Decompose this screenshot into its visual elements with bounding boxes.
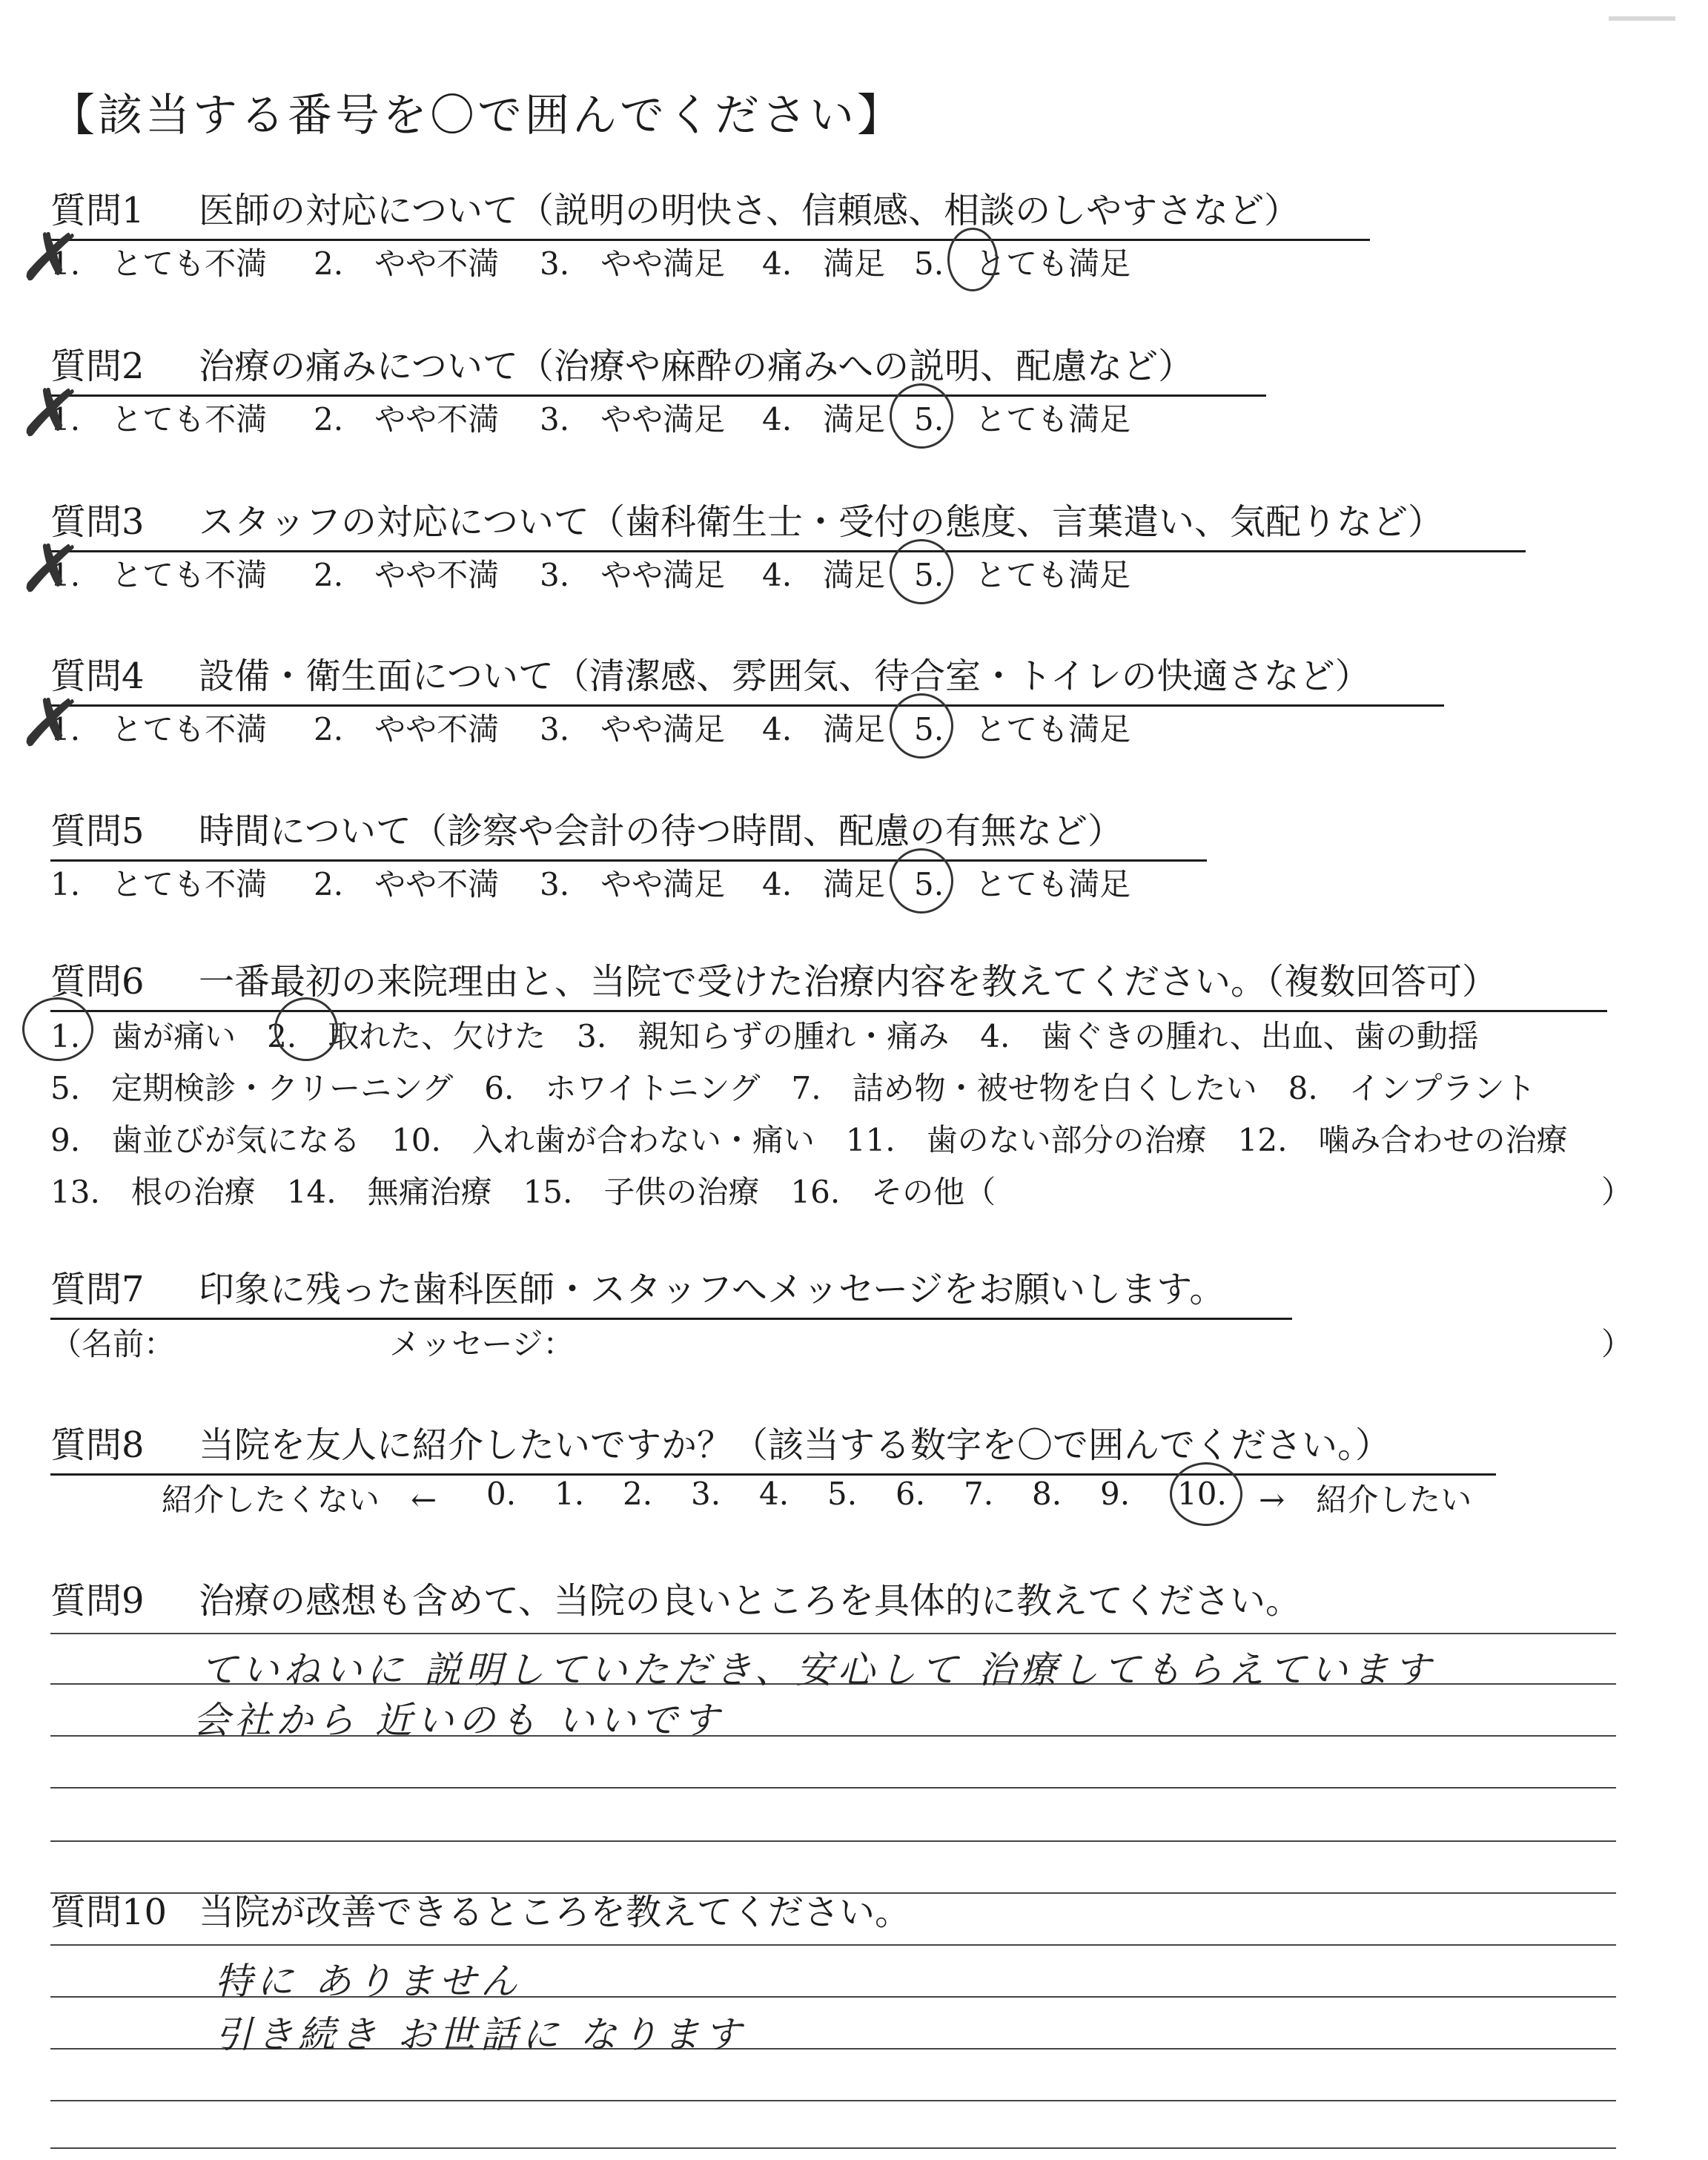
circle-mark — [890, 693, 953, 759]
question-text: 一番最初の来院理由と、当院で受けた治療内容を教えてください。（複数回答可） — [199, 961, 1498, 1003]
question-text: スタッフの対応について（歯科衛生士・受付の態度、言葉遣い、気配りなど） — [199, 501, 1444, 543]
option-5[interactable]: 5. とても満足 — [914, 245, 1131, 282]
question-text: 印象に残った歯科医師・スタッフへメッセージをお願いします。 — [199, 1269, 1225, 1310]
option-4[interactable]: 4. 満足 — [762, 245, 886, 282]
question-1-title — [50, 182, 1370, 241]
option-3[interactable]: 3. やや満足 — [540, 557, 726, 593]
question-number: 質問2 — [50, 346, 145, 387]
option-2[interactable]: 2. やや不満 — [314, 866, 500, 902]
handwritten-answer-line-2: 会社から 近いのも いいです — [193, 1699, 724, 1742]
answer-line — [50, 1944, 1616, 1946]
circle-mark — [1170, 1462, 1242, 1526]
option-2[interactable]: 2. やや不満 — [314, 401, 500, 437]
scale-2[interactable]: 2. — [623, 1476, 653, 1512]
question-2-title — [50, 337, 1266, 397]
answer-line — [50, 1633, 1616, 1634]
question-number: 質問8 — [50, 1424, 145, 1466]
option-2[interactable]: 2. やや不満 — [314, 557, 500, 593]
cross-mark-icon: ✗ — [15, 212, 86, 304]
answer-line — [50, 2147, 1616, 2149]
cross-mark-icon: ✗ — [15, 678, 86, 770]
scale-9[interactable]: 9. — [1100, 1476, 1131, 1512]
question-text: 治療の痛みについて（治療や麻酔の痛みへの説明、配慮など） — [199, 346, 1194, 387]
option-4[interactable]: 4. 満足 — [762, 866, 886, 902]
question-number: 質問10 — [50, 1892, 168, 1933]
scale-3[interactable]: 3. — [691, 1476, 721, 1512]
question-number: 質問6 — [50, 961, 145, 1003]
handwritten-answer-line-2: 引き続き お世話に なります — [215, 2013, 746, 2056]
handwritten-answer-line-1: 特に ありません — [215, 1960, 522, 2003]
question-text: 設備・衛生面について（清潔感、雰囲気、待合室・トイレの快適さなど） — [199, 655, 1371, 697]
question-text: 当院が改善できるところを教えてください。 — [199, 1892, 911, 1933]
question-5-title — [50, 802, 1207, 862]
option-5[interactable]: 5. とても満足 — [914, 866, 1131, 902]
scale-7[interactable]: 7. — [964, 1476, 994, 1512]
option-4[interactable]: 4. 満足 — [762, 711, 886, 747]
name-label: （名前： — [50, 1326, 176, 1362]
scale-4[interactable]: 4. — [759, 1476, 790, 1512]
answer-line — [50, 2100, 1616, 2101]
question-number: 質問5 — [50, 810, 145, 852]
option-4[interactable]: 4. 満足 — [762, 557, 886, 593]
circle-mark — [22, 997, 93, 1061]
q6-options-row-2[interactable]: 5. 定期検診・クリーニング 6. ホワイトニング 7. 詰め物・被せ物を白くしたい 8. インプラント — [50, 1070, 1536, 1106]
question-text: 当院を友人に紹介したいですか？（該当する数字を〇で囲んでください。） — [199, 1424, 1391, 1466]
circle-mark — [890, 539, 953, 604]
cross-mark-icon: ✗ — [15, 524, 86, 615]
option-1[interactable]: 1. とても不満 — [50, 557, 268, 593]
question-number: 質問9 — [50, 1580, 145, 1622]
cross-mark-icon: ✗ — [15, 368, 86, 460]
question-7-title — [50, 1261, 1292, 1320]
option-5[interactable]: 5. とても満足 — [914, 557, 1131, 593]
question-text: 治療の感想も含めて、当院の良いところを具体的に教えてください。 — [199, 1580, 1302, 1622]
handwritten-answer-line-1: ていねいに 説明していただき、安心して 治療してもらえています — [200, 1648, 1435, 1691]
scale-1[interactable]: 1. — [555, 1476, 585, 1512]
option-2[interactable]: 2. やや不満 — [314, 245, 500, 282]
circle-mark — [890, 848, 953, 914]
question-number: 質問1 — [50, 190, 145, 231]
option-1[interactable]: 1. とても不満 — [50, 245, 268, 282]
option-4[interactable]: 4. 満足 — [762, 401, 886, 437]
q6-close-paren: ） — [1601, 1174, 1633, 1210]
option-3[interactable]: 3. やや満足 — [540, 245, 726, 282]
option-1[interactable]: 1. とても不満 — [50, 711, 268, 747]
question-3-title — [50, 493, 1526, 552]
option-2[interactable]: 2. やや不満 — [314, 711, 500, 747]
question-8-title — [50, 1416, 1496, 1476]
scale-8[interactable]: 8. — [1032, 1476, 1062, 1512]
scale-6[interactable]: 6. — [896, 1476, 926, 1512]
circle-mark — [890, 383, 953, 449]
option-3[interactable]: 3. やや満足 — [540, 866, 726, 902]
answer-line — [50, 1840, 1616, 1842]
q7-close-paren: ） — [1601, 1326, 1633, 1362]
circle-mark — [947, 228, 998, 291]
question-4-title — [50, 647, 1444, 707]
question-10-title — [50, 1883, 910, 1941]
message-label: メッセージ： — [389, 1326, 575, 1362]
form-heading: 【該当する番号を〇で囲んでください】 — [50, 90, 904, 142]
option-1[interactable]: 1. とても不満 — [50, 866, 268, 902]
question-9-title — [50, 1572, 1301, 1629]
question-number: 質問3 — [50, 501, 145, 543]
scale-5[interactable]: 5. — [827, 1476, 858, 1512]
scale-0[interactable]: 0. — [486, 1476, 517, 1512]
question-6-title — [50, 953, 1607, 1012]
option-5[interactable]: 5. とても満足 — [914, 401, 1131, 437]
q6-options-row-1[interactable]: 1. 歯が痛い 2. 取れた、欠けた 3. 親知らずの腫れ・痛み 4. 歯ぐきの腫れ、出血、歯の動揺 — [50, 1018, 1479, 1054]
option-3[interactable]: 3. やや満足 — [540, 401, 726, 437]
question-number: 質問4 — [50, 655, 145, 697]
scale-10[interactable]: 10. — [1177, 1476, 1227, 1512]
answer-line — [50, 1787, 1616, 1789]
scale-left-label: 紹介したくない ← — [162, 1482, 437, 1518]
option-3[interactable]: 3. やや満足 — [540, 711, 726, 747]
scan-artifact — [1609, 16, 1675, 21]
q6-options-row-4[interactable]: 13. 根の治療 14. 無痛治療 15. 子供の治療 16. その他（ — [50, 1174, 996, 1210]
circle-mark — [274, 997, 338, 1061]
question-text: 時間について（診察や会計の待つ時間、配慮の有無など） — [199, 810, 1124, 852]
option-5[interactable]: 5. とても満足 — [914, 711, 1131, 747]
question-number: 質問7 — [50, 1269, 145, 1310]
option-1[interactable]: 1. とても不満 — [50, 401, 268, 437]
scale-right-label: → 紹介したい — [1259, 1482, 1472, 1518]
q6-options-row-3[interactable]: 9. 歯並びが気になる 10. 入れ歯が合わない・痛い 11. 歯のない部分の治療 12. 噛み合わせの治療 — [50, 1122, 1568, 1158]
question-text: 医師の対応について（説明の明快さ、信頼感、相談のしやすさなど） — [199, 190, 1300, 231]
